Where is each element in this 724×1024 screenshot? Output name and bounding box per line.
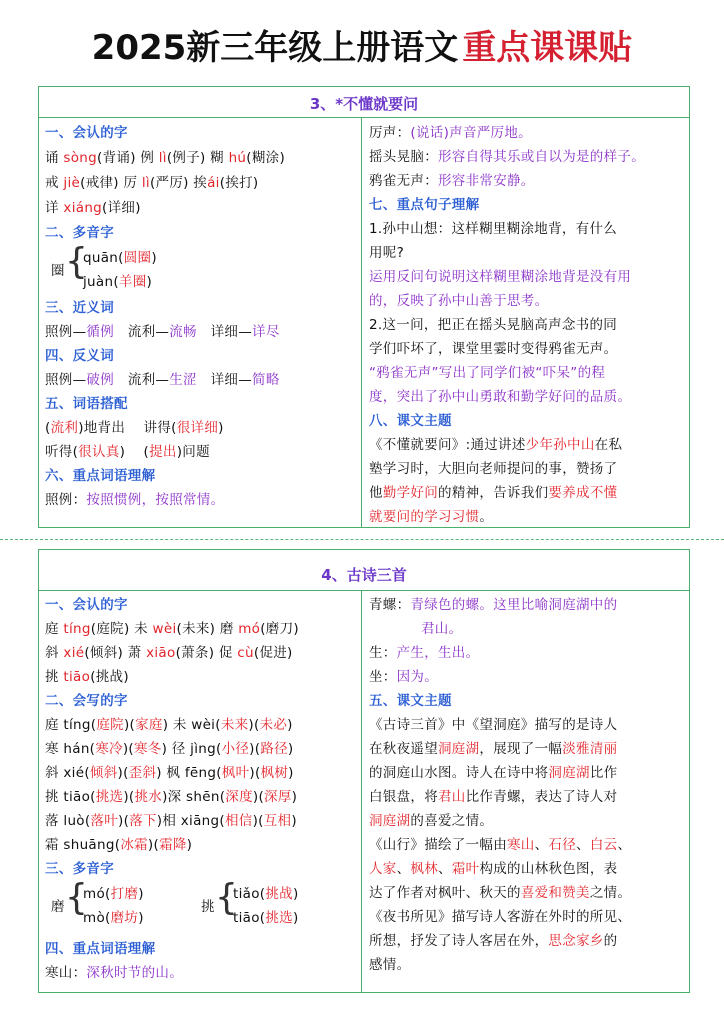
l4-writing-row-1: 庭 tíng(庭院)(家庭) 未 wèi(未来)(未必): [45, 717, 293, 733]
l3-recognize-row-1: 诵 sòng(背诵) 例 lì(例子) 糊 hú(糊涂): [45, 150, 286, 166]
l3-key-word-2: 厉声：(说话)声音严厉地。: [369, 125, 532, 141]
lesson3-title-divider: [39, 117, 689, 118]
l4-recognize-row-2: 斜 xié(倾斜) 萧 xiāo(萧条) 促 cù(促进): [45, 645, 293, 661]
l4-polyphone-1b: mò(磨坊): [83, 910, 144, 926]
l3-polyphone-1: quān(圆圈): [83, 250, 157, 266]
l4-writing-row-6: 霜 shuāng(冰霜)(霜降): [45, 837, 193, 853]
l4-key-word-1: 寒山：深秋时节的山。: [45, 965, 184, 981]
l4-theme-5: 洞庭湖的喜爱之情。: [369, 813, 494, 829]
section-separator: [0, 539, 724, 540]
l4-heading-recognize: 一、会认的字: [45, 597, 128, 613]
lesson3-title: 3、*不懂就要问: [309, 95, 419, 113]
l4-writing-row-2: 寒 hán(寒冷)(寒冬) 径 jìng(小径)(路径): [45, 741, 294, 757]
l3-heading-theme: 八、课文主题: [369, 413, 452, 429]
l3-synonyms-row: 照例—循例 流利—流畅 详细—详尽: [45, 324, 280, 340]
l3-sentence-1d: 的，反映了孙中山善于思考。: [369, 293, 549, 309]
l3-theme-4: 就要问的学习习惯。: [369, 509, 494, 525]
lesson3-column-divider: [361, 117, 362, 527]
l4-polyphone-char-2: 挑: [201, 899, 215, 915]
l4-polyphone-1a: mó(打磨): [83, 886, 144, 902]
l4-polyphone-char-1: 磨: [51, 899, 65, 915]
l4-heading-key-words: 四、重点词语理解: [45, 941, 156, 957]
l3-key-word-1: 照例：按照惯例，按照常情。: [45, 492, 225, 508]
l4-key-word-2b: 君山。: [421, 621, 463, 637]
l4-key-word-3: 生：产生，生出。: [369, 645, 480, 661]
l3-sentence-2a: 2.这一问，把正在摇头晃脑高声念书的同: [369, 317, 618, 333]
lesson4-card: [38, 549, 690, 993]
lesson4-title-divider: [39, 590, 689, 591]
l3-heading-sentences: 七、重点句子理解: [369, 197, 480, 213]
l4-key-word-2a: 青螺：青绿色的螺。这里比喻洞庭湖中的: [369, 597, 618, 613]
lesson4-title: 4、古诗三首: [321, 566, 407, 584]
l3-sentence-1a: 1.孙中山想：这样糊里糊涂地背，有什么: [369, 221, 618, 237]
l3-theme-1: 《不懂就要问》:通过讲述少年孙中山在私: [369, 437, 623, 453]
l3-key-word-3: 摇头晃脑：形容自得其乐或自以为是的样子。: [369, 149, 645, 165]
page-title: [0, 20, 724, 69]
title-accent: 重点课课贴: [462, 28, 633, 68]
l3-heading-synonyms: 三、近义词: [45, 300, 114, 316]
l4-writing-row-3: 斜 xié(倾斜)(歪斜) 枫 fēng(枫叶)(枫树): [45, 765, 294, 781]
l3-collocation-1: (流利)地背出 讲得(很详细): [45, 420, 224, 436]
l3-key-word-4: 鸦雀无声：形容非常安静。: [369, 173, 535, 189]
l4-polyphone-2a: tiǎo(挑战): [233, 886, 299, 902]
l4-heading-writing: 二、会写的字: [45, 693, 128, 709]
l4-recognize-row-3: 挑 tiāo(挑战): [45, 669, 129, 685]
l4-polyphone-brace-2: {: [215, 877, 238, 918]
l3-polyphone-2: juàn(羊圈): [83, 274, 153, 290]
l4-recognize-row-1: 庭 tíng(庭院) 未 wèi(未来) 磨 mó(磨刀): [45, 621, 299, 637]
l4-polyphone-2b: tiāo(挑选): [233, 910, 299, 926]
l4-key-word-4: 坐：因为。: [369, 669, 439, 685]
lesson3-card: [38, 86, 690, 528]
l3-sentence-2b: 学们吓坏了，课堂里霎时变得鸦雀无声。: [369, 341, 618, 357]
l3-polyphone-brace: {: [65, 241, 88, 282]
l4-theme-8: 达了作者对枫叶、秋天的喜爱和赞美之情。: [369, 885, 632, 901]
l3-recognize-row-2: 戒 jiè(戒律) 厉 lì(严厉) 挨ái(挨打): [45, 175, 259, 191]
l4-theme-11: 感情。: [369, 957, 411, 973]
l3-heading-polyphone: 二、多音字: [45, 225, 114, 241]
l3-sentence-2c: “鸦雀无声”写出了同学们被“吓呆”的程: [369, 365, 606, 381]
l3-polyphone-char: 圈: [51, 263, 65, 279]
l3-recognize-row-3: 详 xiáng(详细): [45, 200, 141, 216]
l3-sentence-1c: 运用反问句说明这样糊里糊涂地背是没有用: [369, 269, 632, 285]
l4-theme-6: 《山行》描绘了一幅由寒山、石径、白云、: [369, 837, 632, 853]
l4-theme-9: 《夜书所见》描写诗人客游在外时的所见、: [369, 909, 632, 925]
l3-sentence-2d: 度，突出了孙中山勇敢和勤学好问的品质。: [369, 389, 632, 405]
l4-polyphone-brace-1: {: [65, 877, 88, 918]
l4-theme-7: 人家、枫林、霜叶构成的山林秋色图，表: [369, 861, 618, 877]
l4-heading-theme: 五、课文主题: [369, 693, 452, 709]
l3-antonyms-row: 照例—破例 流利—生涩 详细—简略: [45, 372, 280, 388]
l3-heading-collocations: 五、词语搭配: [45, 396, 128, 412]
l3-sentence-1b: 用呢?: [369, 245, 405, 261]
title-main: 2025新三年级上册语文: [91, 28, 459, 68]
l4-writing-row-5: 落 luò(落叶)(落下)相 xiāng(相信)(互相): [45, 813, 297, 829]
l4-theme-3: 的洞庭山水图。诗人在诗中将洞庭湖比作: [369, 765, 618, 781]
l4-theme-4: 白银盘，将君山比作青螺，表达了诗人对: [369, 789, 618, 805]
l4-theme-2: 在秋夜遥望洞庭湖，展现了一幅淡雅清丽: [369, 741, 618, 757]
l4-theme-10: 所想，抒发了诗人客居在外，思念家乡的: [369, 933, 618, 949]
l3-heading-recognize: 一、会认的字: [45, 125, 128, 141]
l3-theme-3: 他勤学好问的精神，告诉我们要养成不懂: [369, 485, 618, 501]
lesson4-column-divider: [361, 590, 362, 992]
l3-heading-antonyms: 四、反义词: [45, 348, 114, 364]
l4-writing-row-4: 挑 tiāo(挑选)(挑水)深 shēn(深度)(深厚): [45, 789, 298, 805]
l3-heading-key-words: 六、重点词语理解: [45, 468, 156, 484]
l3-collocation-2: 听得(很认真) (提出)问题: [45, 444, 210, 460]
l4-heading-polyphone: 三、多音字: [45, 861, 114, 877]
l4-theme-1: 《古诗三首》中《望洞庭》描写的是诗人: [369, 717, 618, 733]
l3-theme-2: 塾学习时，大胆向老师提问的事，赞扬了: [369, 461, 618, 477]
